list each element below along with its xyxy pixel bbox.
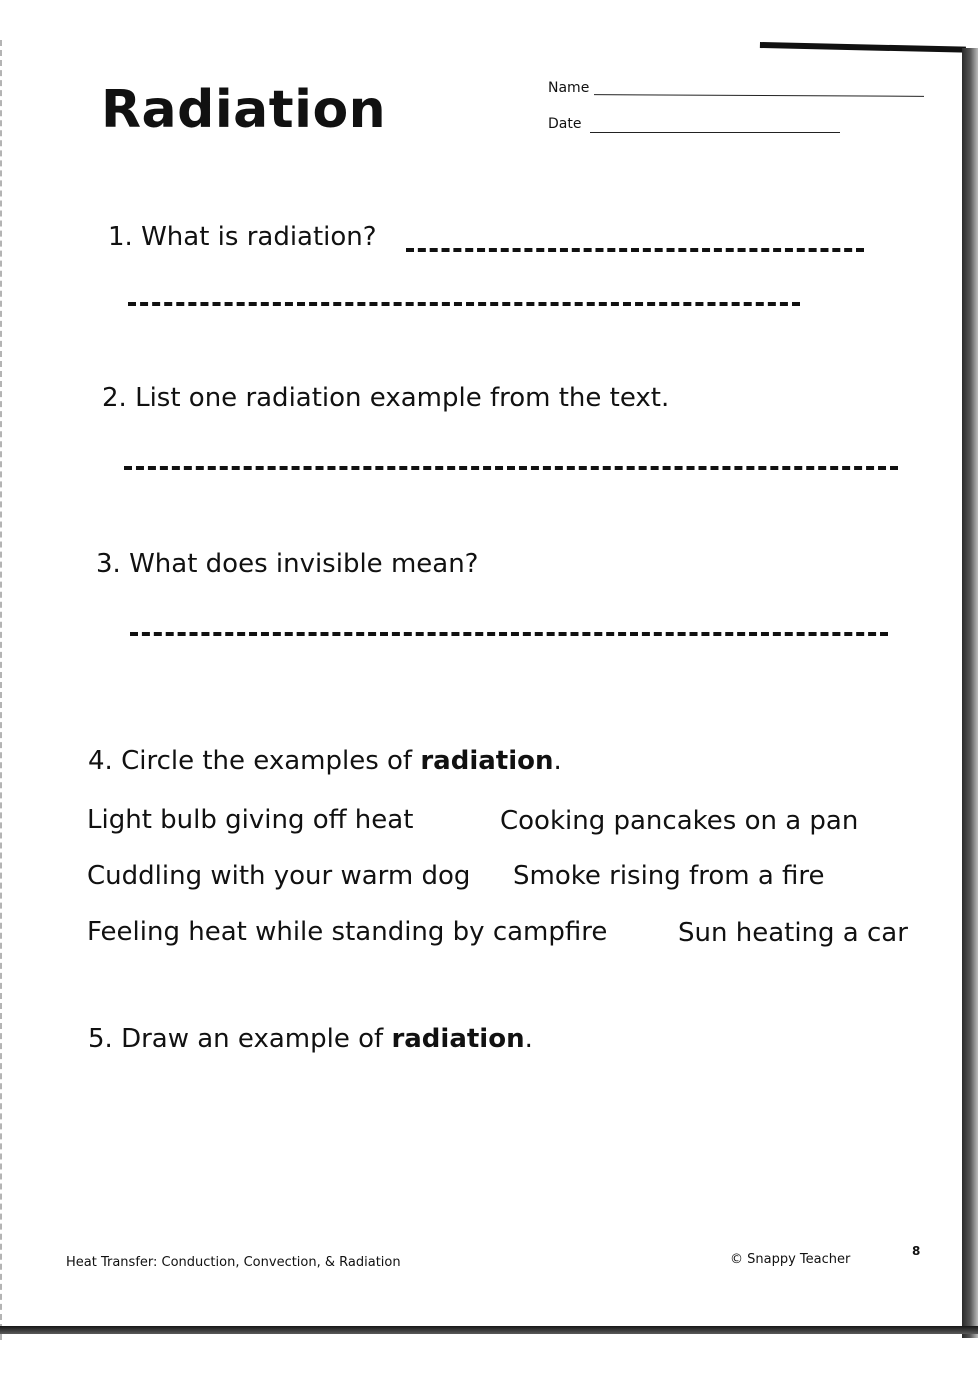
- question-2: [102, 383, 669, 413]
- question-3-text: What does invisible mean?: [129, 549, 479, 579]
- scan-bottom-edge: [0, 1326, 978, 1334]
- scan-right-edge: [962, 48, 978, 1338]
- drawing-area[interactable]: [88, 1075, 908, 1225]
- question-2-text: List one radiation example from the text.: [135, 383, 670, 413]
- footer-series-title: Heat Transfer: Conduction, Convection, & Radiation: [66, 1255, 401, 1270]
- question-4: [88, 746, 562, 776]
- question-2-number: 2.: [102, 383, 127, 413]
- question-4-text: Circle the examples of: [121, 746, 413, 776]
- question-1-answer-line-b[interactable]: [128, 302, 800, 306]
- choice-campfire-heat[interactable]: Feeling heat while standing by campfire: [87, 917, 608, 947]
- question-1-text: What is radiation?: [141, 222, 377, 252]
- choice-cooking-pancakes[interactable]: Cooking pancakes on a pan: [500, 806, 859, 836]
- question-3: [96, 549, 478, 579]
- footer-copyright: © Snappy Teacher: [730, 1252, 851, 1267]
- question-5-emphasis: radiation: [391, 1024, 525, 1054]
- question-5-number: 5.: [88, 1024, 113, 1054]
- question-1-number: 1.: [108, 222, 133, 252]
- date-field-line[interactable]: [590, 132, 840, 133]
- question-2-answer-line[interactable]: [124, 466, 898, 470]
- question-1-answer-line-a[interactable]: [406, 248, 864, 252]
- question-5: [88, 1024, 533, 1054]
- page-title: Radiation: [101, 80, 387, 140]
- scan-top-edge: [760, 42, 966, 53]
- page-number: 8: [912, 1244, 921, 1258]
- question-4-suffix: .: [553, 746, 562, 776]
- choice-smoke-rising[interactable]: Smoke rising from a fire: [513, 861, 825, 891]
- question-3-answer-line[interactable]: [130, 632, 888, 636]
- choice-light-bulb[interactable]: Light bulb giving off heat: [87, 805, 414, 835]
- choice-cuddling-dog[interactable]: Cuddling with your warm dog: [87, 861, 471, 891]
- date-label: Date: [548, 116, 582, 132]
- name-label: Name: [548, 80, 590, 96]
- question-4-emphasis: radiation: [420, 746, 554, 776]
- question-3-number: 3.: [96, 549, 121, 579]
- name-field-line[interactable]: [594, 94, 924, 97]
- scan-left-edge: [0, 40, 10, 1340]
- question-5-text: Draw an example of: [121, 1024, 384, 1054]
- choice-sun-heating-car[interactable]: Sun heating a car: [678, 918, 908, 948]
- question-4-number: 4.: [88, 746, 113, 776]
- question-5-suffix: .: [524, 1024, 533, 1054]
- question-1: [108, 222, 377, 252]
